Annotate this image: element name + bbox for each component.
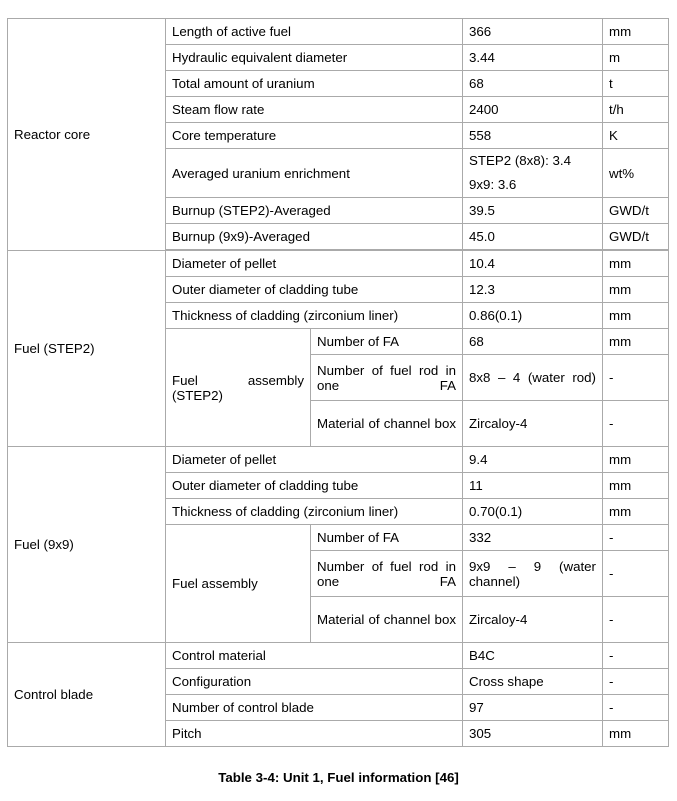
fuel-information-table <box>7 18 669 747</box>
value-cell: 366 <box>463 19 603 45</box>
unit-cell: mm <box>603 277 669 303</box>
value-cell: B4C <box>463 643 603 669</box>
param-cell: Number of FA <box>311 329 463 355</box>
unit-cell: mm <box>603 721 669 747</box>
param-cell: Outer diameter of cladding tube <box>166 473 463 499</box>
value-line: 9x9: 3.6 <box>469 177 517 192</box>
unit-cell: - <box>603 525 669 551</box>
unit-cell: mm <box>603 19 669 45</box>
param-cell: Core temperature <box>166 123 463 149</box>
param-cell: Diameter of pellet <box>166 447 463 473</box>
value-cell: 12.3 <box>463 277 603 303</box>
param-cell: Control material <box>166 643 463 669</box>
unit-cell: GWD/t <box>603 198 669 224</box>
value-cell: 97 <box>463 695 603 721</box>
table-row <box>8 447 669 473</box>
unit-cell: mm <box>603 251 669 277</box>
category-fuel-9x9: Fuel (9x9) <box>8 447 166 643</box>
param-cell: Pitch <box>166 721 463 747</box>
value-cell <box>463 149 603 198</box>
unit-cell: - <box>603 551 669 597</box>
value-line: STEP2 (8x8): 3.4 <box>469 153 571 168</box>
value-cell: 8x8 – 4 (water rod) <box>463 355 603 401</box>
param-cell: Number of FA <box>311 525 463 551</box>
param-cell: Burnup (9x9)-Averaged <box>166 224 463 250</box>
unit-cell: mm <box>603 473 669 499</box>
param-cell: Number of fuel rod in one FA <box>311 551 463 597</box>
unit-cell: - <box>603 355 669 401</box>
unit-cell: mm <box>603 329 669 355</box>
value-cell: Cross shape <box>463 669 603 695</box>
value-cell: Zircaloy-4 <box>463 597 603 643</box>
param-cell: Number of fuel rod in one FA <box>311 355 463 401</box>
value-cell: 305 <box>463 721 603 747</box>
assembly-label-step2: Fuel assembly (STEP2) <box>166 329 311 447</box>
value-cell: 10.4 <box>463 251 603 277</box>
value-cell: 0.86(0.1) <box>463 303 603 329</box>
unit-cell: - <box>603 695 669 721</box>
param-cell: Number of control blade <box>166 695 463 721</box>
value-cell: 45.0 <box>463 224 603 250</box>
param-cell: Steam flow rate <box>166 97 463 123</box>
value-cell: 2400 <box>463 97 603 123</box>
value-cell: 332 <box>463 525 603 551</box>
param-cell: Material of channel box <box>311 597 463 643</box>
value-cell: 3.44 <box>463 45 603 71</box>
value-cell: 68 <box>463 71 603 97</box>
param-cell: Material of channel box <box>311 401 463 447</box>
table-row <box>8 251 669 277</box>
param-cell: Averaged uranium enrichment <box>166 149 463 198</box>
value-cell: 9x9 – 9 (water channel) <box>463 551 603 597</box>
value-cell: 558 <box>463 123 603 149</box>
assembly-label-9x9: Fuel assembly <box>166 525 311 643</box>
unit-cell: - <box>603 401 669 447</box>
param-cell: Diameter of pellet <box>166 251 463 277</box>
param-cell: Length of active fuel <box>166 19 463 45</box>
category-fuel-step2: Fuel (STEP2) <box>8 251 166 447</box>
unit-cell: wt% <box>603 149 669 198</box>
value-cell: 0.70(0.1) <box>463 499 603 525</box>
unit-cell: - <box>603 643 669 669</box>
param-cell: Configuration <box>166 669 463 695</box>
unit-cell: K <box>603 123 669 149</box>
unit-cell: t/h <box>603 97 669 123</box>
unit-cell: mm <box>603 303 669 329</box>
param-cell: Hydraulic equivalent diameter <box>166 45 463 71</box>
value-cell: 39.5 <box>463 198 603 224</box>
param-cell: Total amount of uranium <box>166 71 463 97</box>
unit-cell: GWD/t <box>603 224 669 250</box>
param-cell: Thickness of cladding (zirconium liner) <box>166 499 463 525</box>
table-row <box>8 19 669 45</box>
unit-cell: t <box>603 71 669 97</box>
unit-cell: m <box>603 45 669 71</box>
unit-cell: mm <box>603 499 669 525</box>
unit-cell: - <box>603 669 669 695</box>
value-cell: 68 <box>463 329 603 355</box>
value-cell: Zircaloy-4 <box>463 401 603 447</box>
value-cell: 9.4 <box>463 447 603 473</box>
category-control-blade: Control blade <box>8 643 166 747</box>
table-row <box>8 643 669 669</box>
value-cell: 11 <box>463 473 603 499</box>
category-reactor-core: Reactor core <box>8 19 166 251</box>
param-cell: Thickness of cladding (zirconium liner) <box>166 303 463 329</box>
table-caption: Table 3-4: Unit 1, Fuel information [46] <box>218 770 459 785</box>
unit-cell: - <box>603 597 669 643</box>
unit-cell: mm <box>603 447 669 473</box>
param-cell: Burnup (STEP2)-Averaged <box>166 198 463 224</box>
param-cell: Outer diameter of cladding tube <box>166 277 463 303</box>
